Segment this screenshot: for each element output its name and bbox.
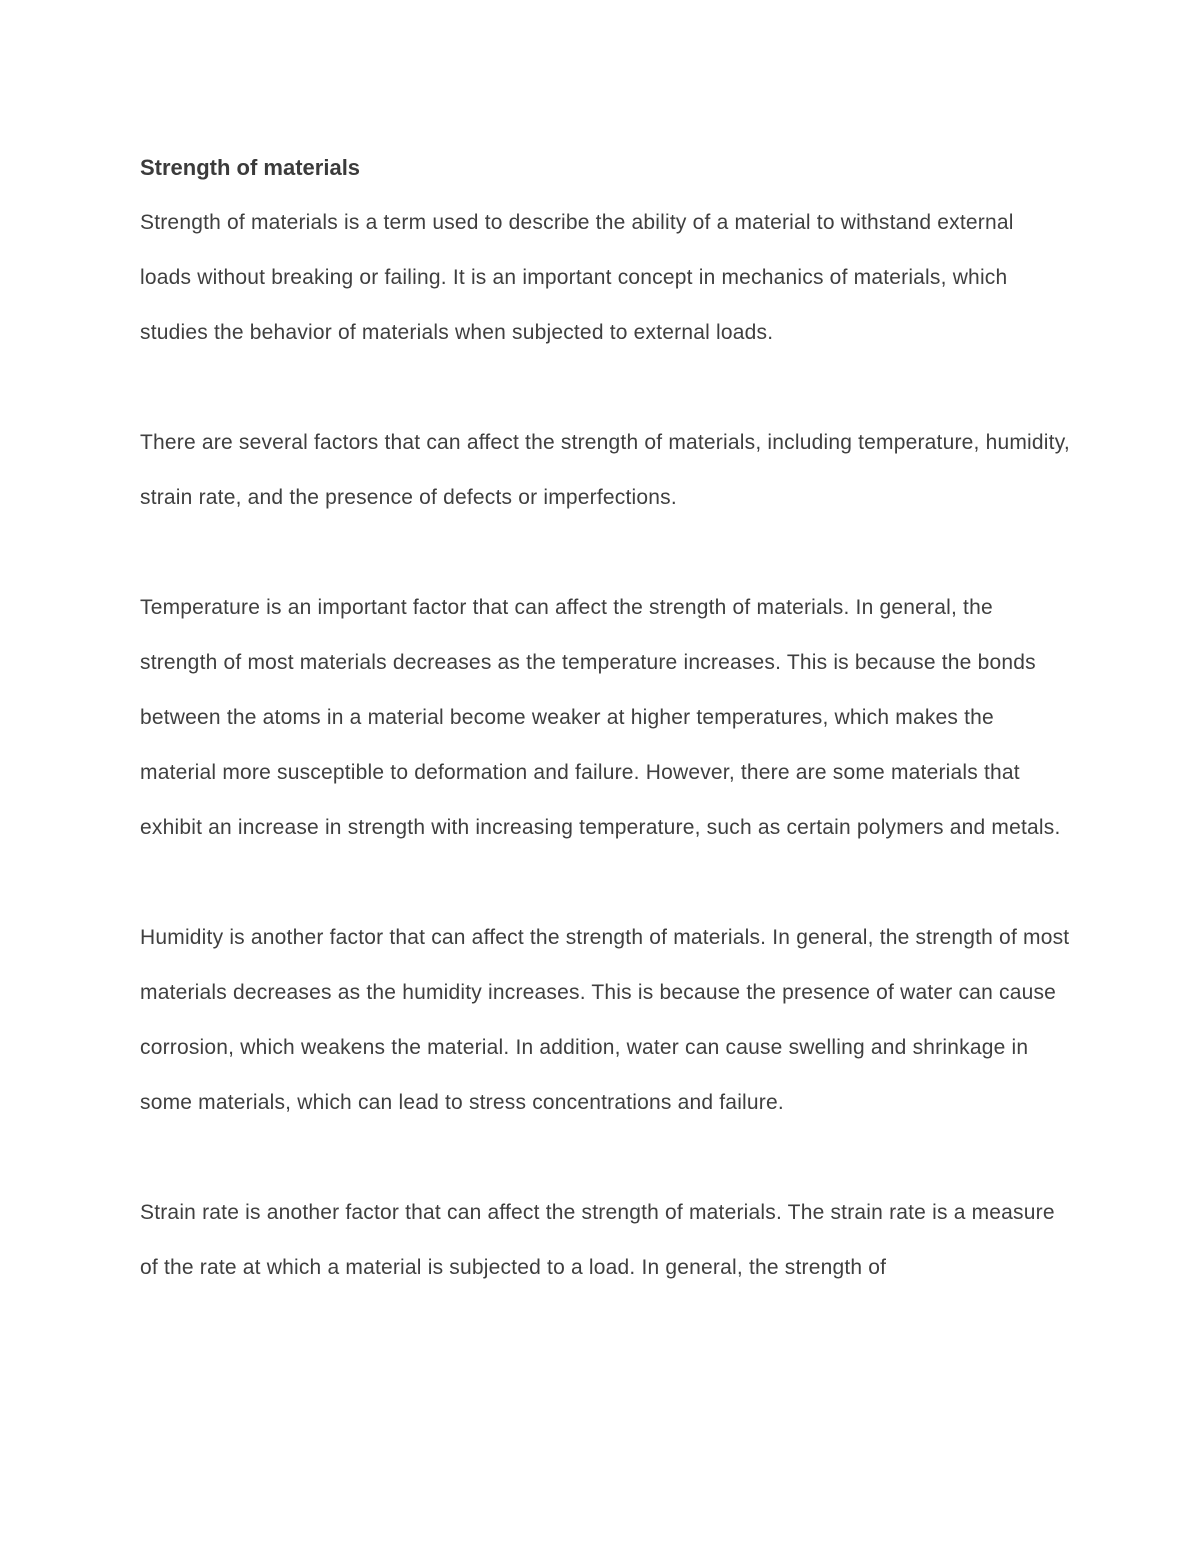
paragraph-strain-rate: Strain rate is another factor that can affect the strength of materials. The strain rate is a measure of the rate at which a material is subjected to a load. In general, the strength of (140, 1201, 1055, 1279)
paragraph-factors: There are several factors that can affect the strength of materials, including temperature, humidity, strain rate, and the presence of defects or imperfections. (140, 431, 1070, 509)
document-title: Strength of materials (140, 155, 361, 180)
paragraph-intro: Strength of materials is a term used to describe the ability of a material to withstand external loads without breaking or failing. It is an important concept in mechanics of materials, which studies the behavior of materials when subjected to external loads. (140, 211, 1014, 344)
paragraph-humidity: Humidity is another factor that can affect the strength of materials. In general, the strength of most materials decreases as the humidity increases. This is because the presence of water can cause corrosion, which weakens the material. In addition, water can cause swelling and shrinkage in some materials, which can lead to stress concentrations and failure. (140, 926, 1070, 1114)
paragraph-temperature: Temperature is an important factor that can affect the strength of materials. In general, the strength of most materials decreases as the temperature increases. This is because the bonds between the atoms in a material become weaker at higher temperatures, which makes the material more susceptible to deformation and failure. However, there are some materials that exhibit an increase in strength with increasing temperature, such as certain polymers and metals. (140, 596, 1061, 839)
